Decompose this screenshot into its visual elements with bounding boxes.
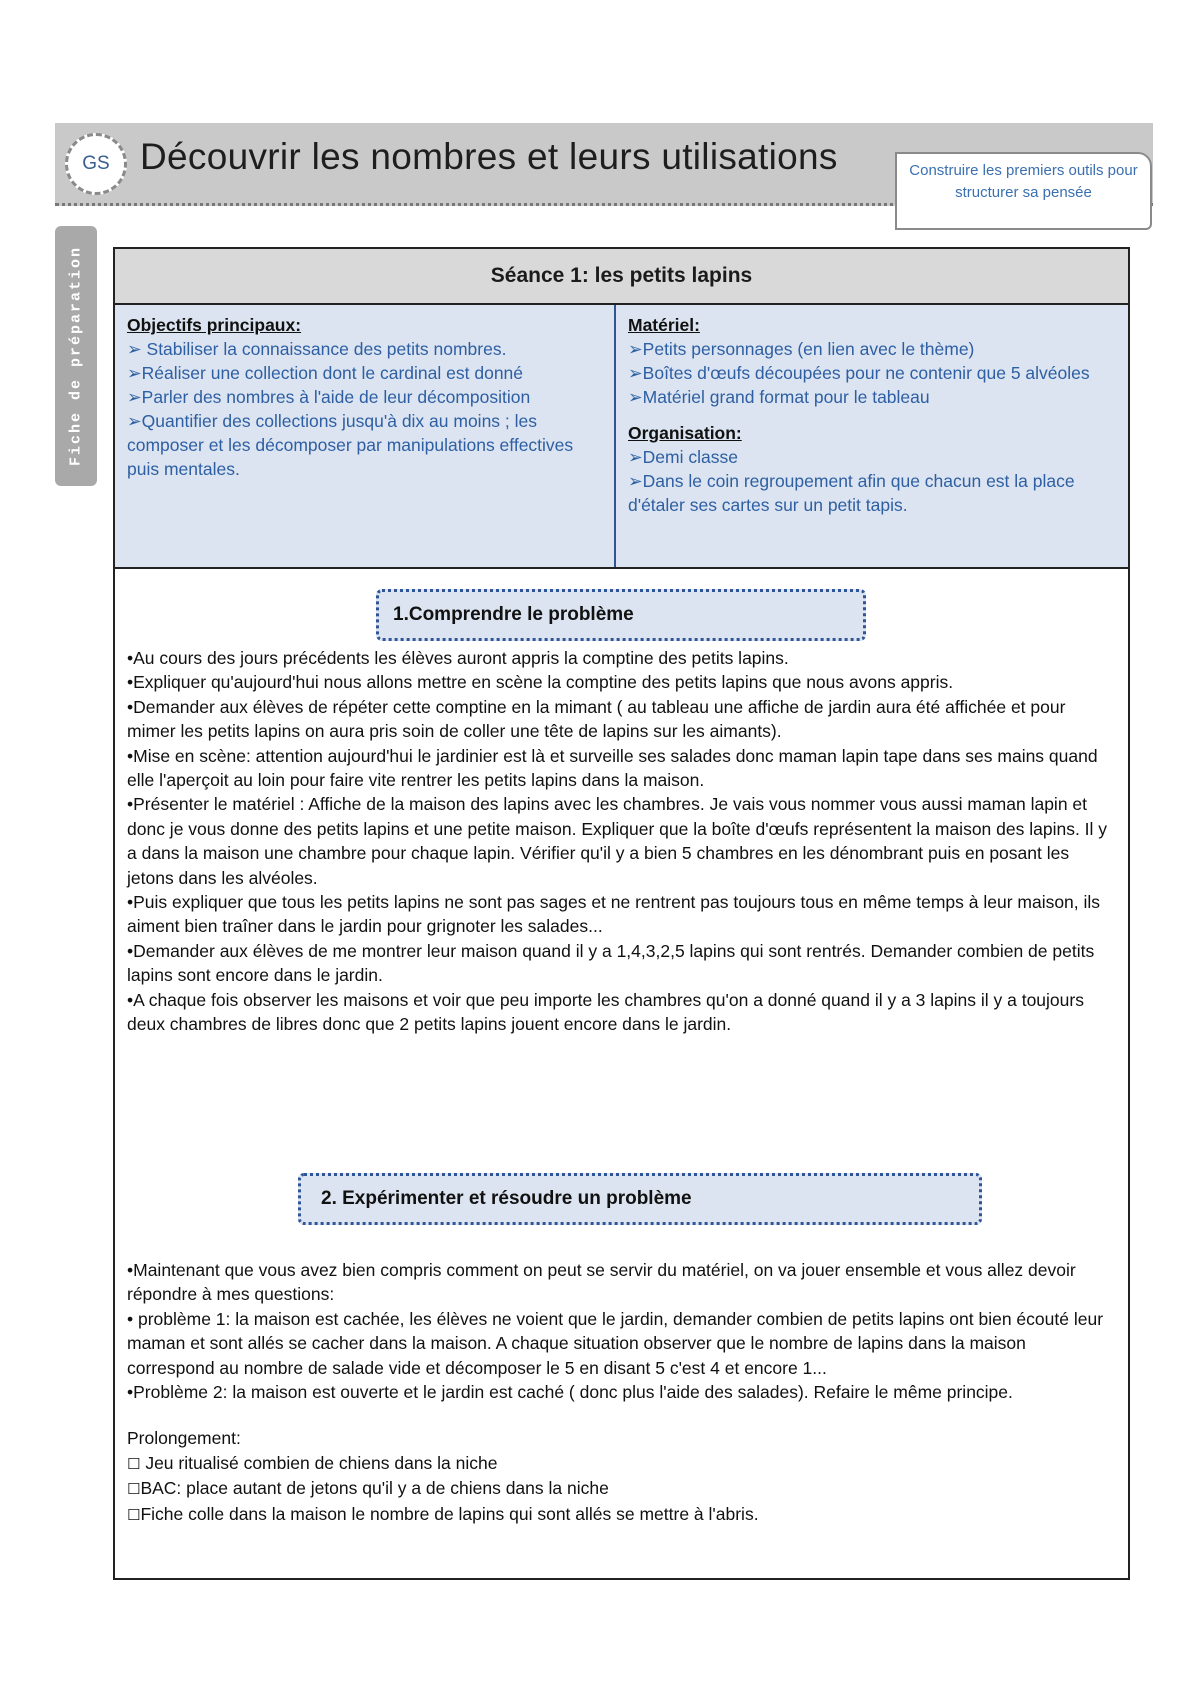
section-1-title: 1.Comprendre le problème — [376, 589, 866, 641]
section-1-body — [127, 646, 1117, 1037]
section-2-title: 2. Expérimenter et résoudre un problème — [298, 1173, 982, 1225]
paragraph: •Mise en scène: attention aujourd'hui le jardinier est là et surveille ses salades donc maman lapin tape dans ses mains quand elle l'aperçoit au loin pour faire vite rentrer les petits lapins dans la maison. — [127, 745, 1098, 791]
paragraph: •Demander aux élèves de répéter cette comptine en la mimant ( au tableau une affiche de jardin aura été affichée et pour mimer les petits lapins on aura pris soin de coller une tête de lapins sur les aimants). — [127, 696, 1066, 742]
prolongement-label: Prolongement: — [127, 1428, 241, 1449]
objective-item: ➢Quantifier des collections jusqu'à dix au moins ; les composer et les décomposer par manipulations effectives puis mentales. — [127, 411, 574, 479]
paragraph: •Présenter le matériel : Affiche de la maison des lapins avec les chambres. Je vais vous nommer vous aussi maman lapin et donc je vous donne des petits lapins et une petite maison. Expliquer que la boîte d'œufs représentent la maison des lapins. Il y a dans la maison une chambre pour chaque lapin. Vérifier qu'il y a bien 5 chambres en les dénombrant puis en posant les jetons dans les alvéoles. — [127, 794, 1108, 888]
level-badge: GS — [65, 133, 127, 195]
paragraph: •Demander aux élèves de me montrer leur maison quand il y a 1,4,3,2,5 lapins qui sont rentrés. Demander combien de petits lapins sont encore dans le jardin. — [127, 940, 1095, 986]
materiel-item: ➢Boîtes d'œufs découpées pour ne contenir que 5 alvéoles — [628, 363, 1090, 383]
prolongement-item — [127, 1476, 1117, 1501]
section-2-body — [127, 1258, 1117, 1527]
paragraph: •Expliquer qu'aujourd'hui nous allons mettre en scène la comptine des petits lapins que nous avons appris. — [127, 672, 954, 693]
materiel-item: ➢Petits personnages (en lien avec le thème) — [628, 339, 975, 359]
paragraph: •A chaque fois observer les maisons et voir que peu importe les chambres qu'on a donné quand il y a 3 lapins il y a toujours deux chambres de libres donc que 2 petits lapins jouent encore dans le jardin. — [127, 989, 1084, 1035]
materiel-item: ➢Matériel grand format pour le tableau — [628, 387, 930, 407]
objective-item: ➢ Stabiliser la connaissance des petits nombres. — [127, 339, 507, 359]
paragraph: •Puis expliquer que tous les petits lapins ne sont pas sages et ne rentrent pas toujours tous en même temps à leur maison, ils aiment bien traîner dans le jardin pour grignoter les salades... — [127, 892, 1101, 937]
organisation-item: ➢Dans le coin regroupement afin que chacun est la place d'étaler ses cartes sur un petit tapis. — [628, 471, 1075, 515]
objective-item: ➢Réaliser une collection dont le cardinal est donné — [127, 363, 524, 383]
paragraph: •Maintenant que vous avez bien compris comment on peut se servir du matériel, on va jouer ensemble et vous allez devoir répondre à mes questions: — [127, 1260, 1076, 1305]
objective-item: ➢Parler des nombres à l'aide de leur décomposition — [127, 387, 531, 407]
info-panel — [115, 305, 1128, 569]
seance-title: Séance 1: les petits lapins — [115, 249, 1128, 305]
column-divider — [614, 305, 616, 567]
materiel-heading: Matériel: — [628, 315, 700, 335]
page-title: Découvrir les nombres et leurs utilisations — [140, 136, 838, 177]
prolongement-text: BAC: place autant de jetons qu'il y a de chiens dans la niche — [140, 1478, 609, 1499]
prolongement-item — [127, 1451, 1117, 1476]
objectives-heading: Objectifs principaux: — [127, 315, 302, 335]
prolongement-text: Jeu ritualisé combien de chiens dans la niche — [145, 1452, 498, 1473]
side-tab-label: Fiche de préparation — [67, 245, 85, 467]
checkbox-icon: ☐ — [127, 1480, 141, 1499]
materiel-column — [628, 313, 1120, 517]
checkbox-icon: ☐ — [127, 1454, 141, 1473]
checkbox-icon: ☐ — [127, 1505, 141, 1524]
lesson-frame — [113, 247, 1130, 1580]
organisation-item: ➢Demi classe — [628, 447, 738, 467]
prolongement-text: Fiche colle dans la maison le nombre de lapins qui sont allés se mettre à l'abris. — [140, 1503, 759, 1524]
paragraph: •Au cours des jours précédents les élèves auront appris la comptine des petits lapins. — [127, 648, 789, 668]
side-tab — [55, 226, 97, 486]
paragraph: •Problème 2: la maison est ouverte et le jardin est caché ( donc plus l'aide des salades). Refaire le même principe. — [127, 1382, 1013, 1403]
paragraph: • problème 1: la maison est cachée, les élèves ne voient que le jardin, demander combien de petits lapins ont bien écouté leur maman et sont allés se cacher dans la maison. A chaque situation observer que le nombre de lapins dans la maison correspond au nombre de salade vide et décomposer le 5 en disant 5 c'est 4 et encore 1... — [127, 1308, 1104, 1378]
prolongement-item — [127, 1502, 1117, 1527]
objectives-column — [127, 313, 597, 481]
organisation-heading: Organisation: — [628, 423, 742, 443]
domain-label-box: Construire les premiers outils pour structurer sa pensée — [895, 152, 1152, 230]
